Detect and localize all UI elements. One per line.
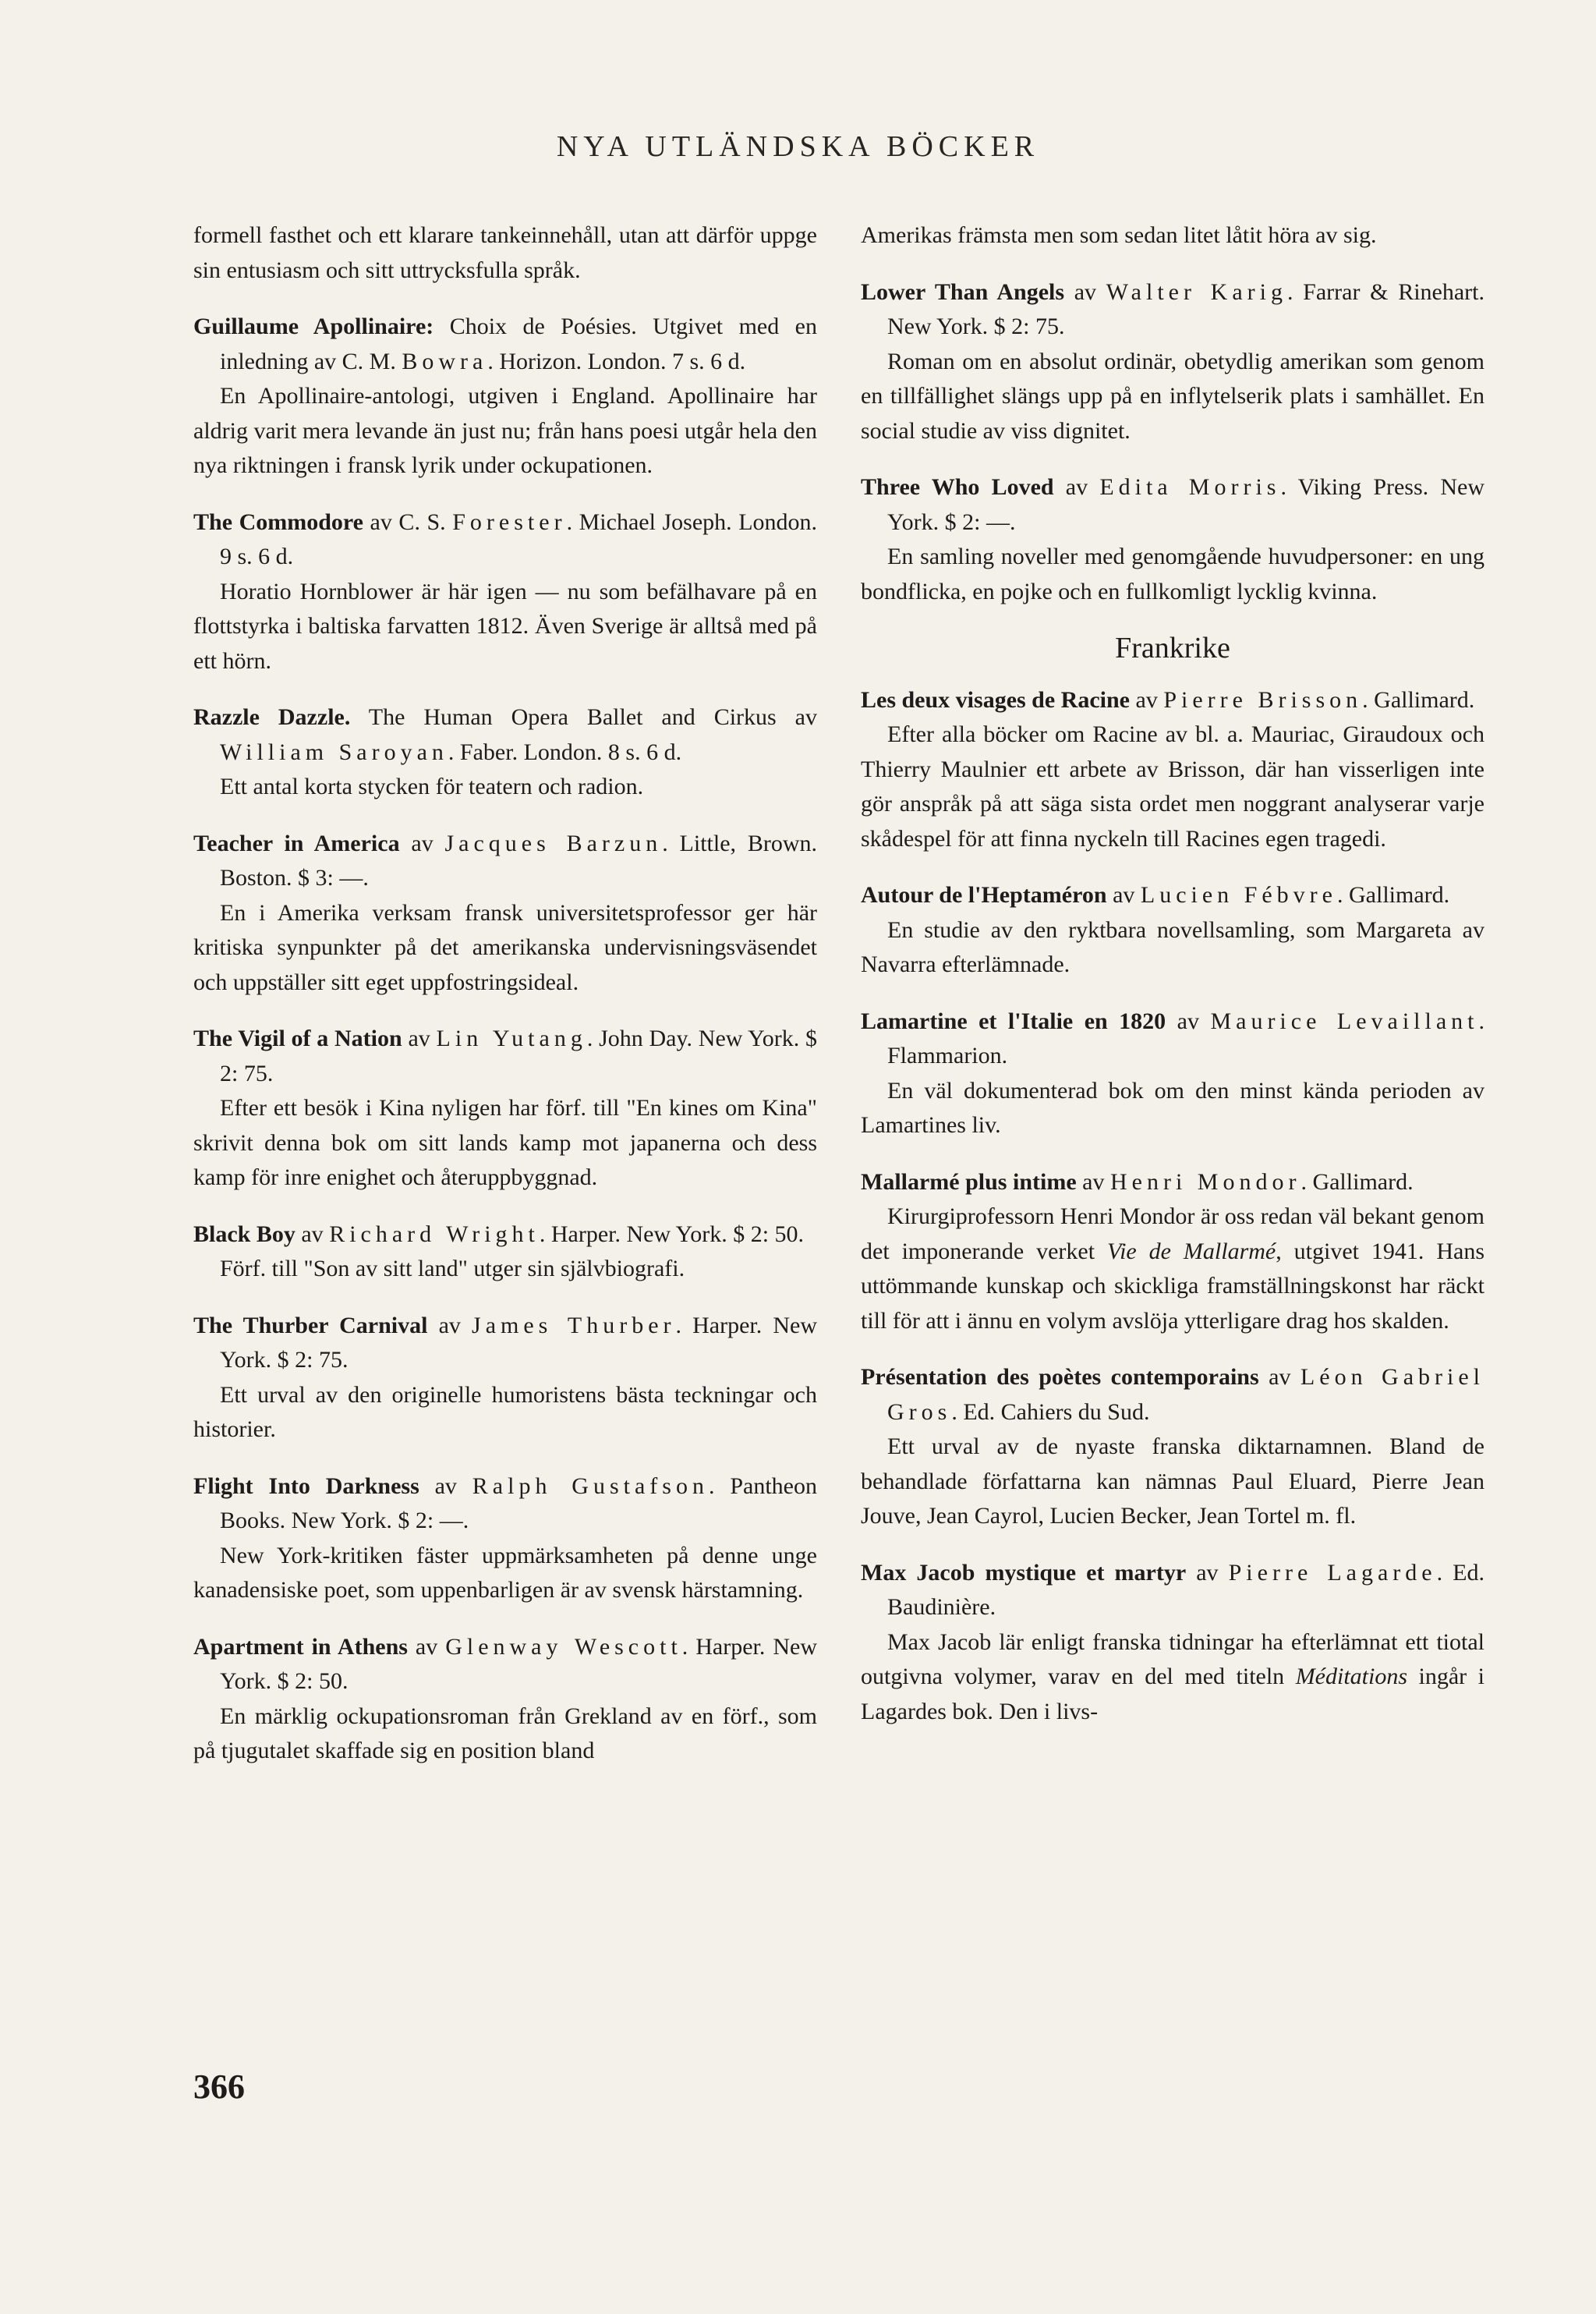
right-entries-before	[861, 275, 1485, 610]
entry-citation	[193, 310, 817, 379]
entry-citation	[861, 683, 1485, 718]
entry-citation	[193, 1309, 817, 1378]
book-entry	[861, 275, 1485, 449]
citation-text: av	[1258, 1364, 1301, 1390]
citation-text: av	[1186, 1559, 1229, 1586]
entry-description: Efter ett besök i Kina nyligen har förf. till "En kines om Kina" skrivit denna bok om sitt lands kamp mot japanerna och dess kamp för inre enighet och återuppbyggnad.	[193, 1095, 817, 1190]
book-title: Apartment in Athens	[193, 1633, 408, 1660]
citation-text: av	[427, 1312, 472, 1338]
book-entry	[861, 1005, 1485, 1143]
publisher-info: . Faber. London. 8 s. 6 d.	[448, 739, 682, 765]
publisher-info: . Harper. New York. $ 2: 75.	[220, 1312, 817, 1373]
book-title: Teacher in America	[193, 830, 400, 856]
book-entry	[861, 683, 1485, 857]
publisher-info: . Gallimard.	[1301, 1168, 1414, 1195]
entry-citation	[861, 1360, 1485, 1430]
author-name: Lin Yutang	[436, 1026, 587, 1051]
book-entry	[861, 470, 1485, 609]
left-column	[193, 218, 817, 1791]
entry-citation	[193, 700, 817, 770]
author-name: Glenway Wescott	[445, 1633, 682, 1660]
citation-text: av	[1166, 1008, 1211, 1034]
citation-text: av	[402, 1026, 437, 1051]
entry-citation	[193, 1469, 817, 1539]
book-title: Guillaume Apollinaire:	[193, 314, 434, 339]
entry-description: En märklig ockupationsroman från Grekland av en förf., som på tjugutalet skaffade sig en position bland	[193, 1703, 817, 1763]
entry-description: Ett urval av de nyaste franska diktarnamnen. Bland de behandlade författarna kan nämnas Paul Eluard, Pierre Jean Jouve, Jean Cayrol, Lucien Becker, Jean Tortel m. fl.	[861, 1433, 1485, 1529]
author-name: Edita Morris	[1099, 474, 1281, 500]
book-entry	[193, 1217, 817, 1287]
book-entry	[193, 700, 817, 805]
citation-text: av	[1106, 882, 1141, 908]
italic-title: Vie de Mallarmé	[1107, 1238, 1276, 1264]
entry-description: En väl dokumenterad bok om den minst kända perioden av Lamartines liv.	[861, 1077, 1485, 1138]
publisher-info: . Little, Brown. Boston. $ 3: —.	[220, 830, 817, 891]
publisher-info: . Harper. New York. $ 2: 50.	[220, 1633, 817, 1694]
left-entries	[193, 310, 817, 1769]
publisher-info: . Farrar & Rinehart. New York. $ 2: 75.	[887, 278, 1485, 339]
entry-description: Ett urval av den originelle humoristens bästa teckningar och historier.	[193, 1381, 817, 1442]
book-title: Lower Than Angels	[861, 278, 1065, 305]
entry-citation	[193, 1630, 817, 1699]
author-name: Forester	[452, 509, 567, 535]
entry-citation	[193, 827, 817, 896]
publisher-info: . Michael Joseph. London. 9 s. 6 d.	[220, 509, 818, 569]
citation-text: av	[295, 1221, 330, 1247]
entry-description: En Apollinaire-antologi, utgiven i England. Apollinaire har aldrig varit mera levande än just nu; från hans poesi utgår hela den nya riktningen i fransk lyrik under ockupationen.	[193, 383, 817, 478]
author-name: Lucien Fébvre	[1140, 882, 1337, 908]
author-name: Maurice Levaillant	[1210, 1008, 1479, 1034]
entry-description: En i Amerika verksam fransk universitetsprofessor ger här kritiska synpunkter på det amerikanska undervisningsväsendet och uppställer sitt eget uppfostringsideal.	[193, 899, 817, 995]
citation-text: av C. S.	[363, 509, 453, 535]
publisher-info: . Gallimard.	[1362, 686, 1475, 713]
entry-citation	[861, 878, 1485, 913]
citation-text: av	[1130, 686, 1164, 713]
book-title: Max Jacob mystique et martyr	[861, 1559, 1187, 1586]
entry-description: Förf. till "Son av sitt land" utger sin självbiografi.	[220, 1256, 685, 1281]
author-name: Léon Gabriel Gros	[887, 1364, 1485, 1425]
citation-text: av	[399, 830, 445, 856]
continuation-paragraph: Amerikas främsta men som sedan litet låtit höra av sig.	[861, 222, 1377, 248]
book-title: The Thurber Carnival	[193, 1312, 428, 1338]
author-name: Walter Karig	[1106, 278, 1287, 305]
entry-citation	[861, 275, 1485, 345]
book-entry	[861, 878, 1485, 983]
book-title: Three Who Loved	[861, 474, 1054, 500]
book-entry	[193, 1469, 817, 1608]
continuation-paragraph: formell fasthet och ett klarare tankeinnehåll, utan att därför uppge sin entusiasm och sitt uttrycksfulla språk.	[193, 222, 817, 283]
book-entry	[193, 1022, 817, 1196]
entry-description: Max Jacob lär enligt franska tidningar ha efterlämnat ett tiotal outgivna volymer, varav en del med titeln Méditations ingår i Lagardes bok. Den i livs-	[861, 1628, 1485, 1724]
author-name: Pierre Brisson	[1163, 686, 1363, 713]
book-entry	[861, 1165, 1485, 1339]
citation-text: av	[419, 1472, 472, 1499]
citation-text: av	[1053, 474, 1100, 500]
citation-text: av	[1064, 278, 1106, 305]
author-name: Pierre Lagarde	[1228, 1559, 1437, 1586]
book-entry	[193, 505, 817, 679]
italic-title: Méditations	[1295, 1664, 1408, 1689]
right-column	[861, 218, 1485, 1751]
publisher-info: . Flammarion.	[887, 1008, 1485, 1068]
book-title: Flight Into Darkness	[193, 1472, 419, 1499]
book-entry	[861, 1360, 1485, 1534]
book-title: Lamartine et l'Italie en 1820	[861, 1008, 1166, 1034]
entry-description: Kirurgiprofessorn Henri Mondor är oss redan väl bekant genom det imponerande verket Vie de Mallarmé, utgivet 1941. Hans uttömmande kunskap och skickliga framställningskonst har räckt till för att i ännu en volym avslöja ytterligare drag hos skalden.	[861, 1203, 1485, 1334]
book-title: Les deux visages de Racine	[861, 686, 1130, 713]
citation-text: av	[1076, 1168, 1110, 1195]
entry-citation	[193, 505, 817, 575]
publisher-info: . Harper. New York. $ 2: 50.	[539, 1221, 805, 1247]
author-name: Bowra	[402, 348, 488, 374]
entry-description: Efter alla böcker om Racine av bl. a. Mauriac, Giraudoux och Thierry Maulnier ett arbete av Brisson, där han visserligen inte gör anspråk på att säga sista ordet men noggrant analyserar varje skådespel för att finna nyckeln till Racines egen tragedi.	[861, 721, 1485, 852]
book-title: The Commodore	[193, 509, 363, 535]
publisher-info: . Gallimard.	[1337, 882, 1450, 908]
author-name: Ralph Gustafson	[472, 1472, 709, 1499]
author-name: Henri Mondor	[1109, 1168, 1301, 1195]
book-title: Présentation des poètes contemporains	[861, 1364, 1259, 1390]
entry-citation	[193, 1022, 817, 1091]
publisher-info: . Ed. Baudinière.	[887, 1559, 1485, 1620]
book-entry	[193, 310, 817, 484]
book-entry	[193, 1309, 817, 1448]
entry-description: Ett antal korta stycken för teatern och radion.	[220, 774, 644, 799]
author-name: James Thurber	[472, 1312, 676, 1338]
author-name: Richard Wright	[329, 1221, 540, 1247]
entry-description: Horatio Hornblower är här igen — nu som befälhavare på en flottstyrka i baltiska farvatten 1812. Även Sverige är alltså med på ett hörn.	[193, 578, 817, 674]
publisher-info: . Horizon. London. 7 s. 6 d.	[487, 348, 746, 374]
author-name: William Saroyan	[220, 739, 448, 765]
entry-citation	[861, 1165, 1485, 1200]
publisher-info: . Pantheon Books. New York. $ 2: —.	[220, 1472, 817, 1533]
entry-description: En samling noveller med genomgående huvudpersoner: en ung bondflicka, en pojke och en fullkomligt lycklig kvinna.	[861, 544, 1485, 604]
publisher-info: . Ed. Cahiers du Sud.	[951, 1398, 1150, 1425]
book-entry	[861, 1556, 1485, 1730]
book-title: Mallarmé plus intime	[861, 1168, 1077, 1195]
entry-description: New York-kritiken fäster uppmärksamheten på denne unge kanadensiske poet, som uppenbarligen är av svensk härstamning.	[193, 1542, 817, 1603]
entry-description: En studie av den ryktbara novellsamling, som Margareta av Navarra efterlämnade.	[861, 916, 1485, 977]
citation-text: The Human Opera Ballet and Cirkus av	[350, 704, 817, 730]
entry-citation	[861, 470, 1485, 540]
entry-description: Roman om en absolut ordinär, obetydlig amerikan som genom en tillfällighet slängs upp på en inflytelserik plats i samhället. En social studie av viss dignitet.	[861, 348, 1485, 444]
section-heading: Frankrike	[1115, 632, 1230, 664]
citation-text: Choix de Poésies. Utgivet med en inledning av C. M.	[220, 314, 817, 374]
publisher-info: . Viking Press. New York. $ 2: —.	[887, 474, 1485, 535]
publisher-info: . John Day. New York. $ 2: 75.	[220, 1026, 817, 1086]
right-entries-after	[861, 683, 1485, 1143]
book-entry	[193, 827, 817, 1001]
page-number: 366	[193, 2068, 245, 2106]
entry-citation	[861, 1005, 1485, 1074]
author-name: Jacques Barzun	[444, 830, 663, 856]
book-title: The Vigil of a Nation	[193, 1026, 402, 1051]
book-title: Autour de l'Heptaméron	[861, 882, 1107, 908]
running-header: NYA UTLÄNDSKA BÖCKER	[556, 130, 1040, 163]
book-entry	[193, 1630, 817, 1769]
book-title: Razzle Dazzle.	[193, 704, 351, 730]
book-title: Black Boy	[193, 1221, 295, 1247]
entry-citation	[861, 1556, 1485, 1625]
entry-citation	[193, 1217, 817, 1253]
citation-text: av	[407, 1633, 446, 1660]
